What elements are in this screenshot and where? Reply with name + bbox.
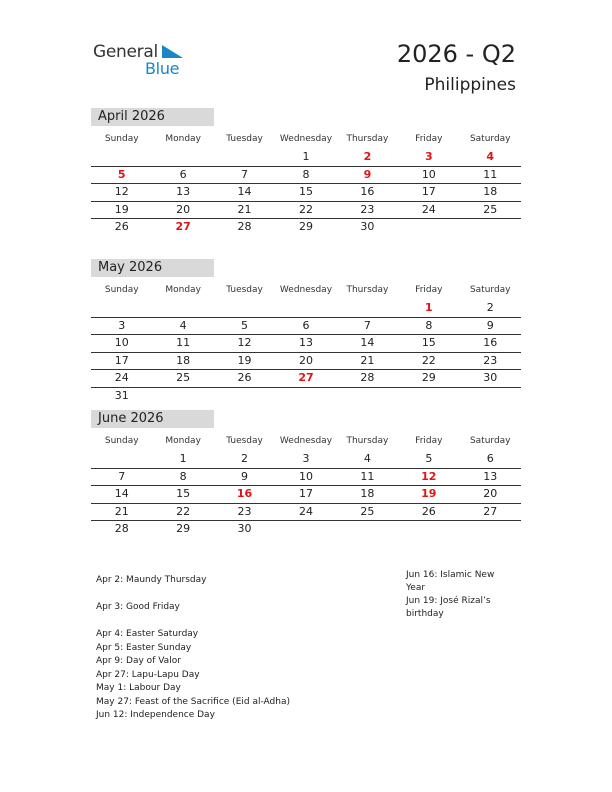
day-cell (337, 300, 398, 317)
day-cell: 26 (114, 220, 129, 233)
day-cell: 4 (363, 452, 371, 465)
day-cell: 4 (179, 318, 187, 332)
holiday-day-cell: 2 (363, 150, 372, 163)
day-cell (398, 521, 459, 538)
day-cell: 14 (114, 487, 129, 500)
day-cell: 11 (360, 469, 375, 483)
holiday-note: Apr 27: Lapu-Lapu Day (96, 669, 200, 680)
day-cell: 19 (237, 353, 252, 367)
day-cell: 25 (176, 371, 191, 384)
day-cell: 28 (114, 522, 129, 535)
day-cell: 25 (360, 504, 375, 518)
holiday-note (96, 588, 386, 602)
holiday-day-cell: 27 (175, 220, 191, 233)
holiday-note: Apr 9: Day of Valor (96, 656, 181, 666)
day-cell: 13 (176, 185, 191, 198)
weekday-header: Monday (165, 134, 201, 144)
weekday-header-row (91, 431, 521, 451)
week-row (91, 388, 521, 405)
weekday-header: Thursday (346, 134, 389, 144)
day-cell: 6 (302, 318, 310, 332)
holiday-list-left (96, 574, 386, 723)
day-cell: 28 (237, 220, 252, 233)
month-label: June 2026 (91, 410, 214, 428)
day-cell: 15 (421, 336, 436, 349)
weekday-header: Tuesday (226, 285, 263, 295)
weekday-header-row (91, 280, 521, 300)
day-cell: 24 (114, 371, 129, 384)
day-cell: 15 (298, 185, 313, 198)
day-cell: 8 (302, 167, 310, 181)
weekday-header: Monday (165, 436, 201, 446)
weekday-header-row (91, 129, 521, 149)
day-cell (398, 219, 459, 236)
day-cell: 19 (114, 202, 129, 216)
day-cell: 30 (360, 220, 375, 233)
day-cell: 26 (237, 371, 252, 384)
holiday-note: May 1: Labour Day (96, 683, 181, 693)
week-row (91, 318, 521, 336)
weekday-header: Wednesday (279, 134, 333, 144)
weekday-header: Monday (165, 285, 201, 295)
day-cell: 30 (483, 371, 498, 384)
day-cell: 22 (176, 504, 191, 518)
day-cell: 18 (483, 185, 498, 198)
week-row (91, 300, 521, 318)
week-row (91, 167, 521, 185)
day-cell: 11 (176, 336, 191, 349)
day-cell: 3 (302, 452, 310, 465)
day-cell: 3 (118, 318, 126, 332)
day-cell: 16 (483, 336, 498, 349)
weekday-header: Saturday (469, 134, 511, 144)
week-row (91, 504, 521, 522)
logo-triangle-icon (162, 45, 184, 59)
day-cell: 14 (360, 336, 375, 349)
day-cell: 8 (425, 318, 433, 332)
day-cell (214, 388, 275, 405)
day-cell (337, 521, 398, 538)
day-cell: 24 (298, 504, 313, 518)
day-cell (337, 388, 398, 405)
week-row (91, 335, 521, 353)
week-row (91, 370, 521, 388)
holiday-day-cell: 19 (421, 487, 437, 500)
day-cell: 10 (298, 469, 313, 483)
day-cell (91, 451, 152, 468)
holiday-day-cell: 5 (117, 167, 126, 181)
day-cell: 23 (360, 202, 375, 216)
day-cell (152, 388, 213, 405)
day-cell: 20 (176, 202, 191, 216)
day-cell: 30 (237, 522, 252, 535)
day-cell: 23 (483, 353, 498, 367)
day-cell: 12 (114, 185, 129, 198)
day-cell: 17 (114, 353, 129, 367)
holiday-list-right (406, 569, 516, 621)
day-cell: 28 (360, 371, 375, 384)
day-cell: 11 (483, 167, 498, 181)
general-blue-logo (93, 42, 193, 78)
day-cell: 10 (114, 336, 129, 349)
day-cell (460, 388, 521, 405)
day-cell (91, 149, 152, 166)
day-cell: 26 (421, 504, 436, 518)
week-row (91, 486, 521, 504)
day-cell: 22 (421, 353, 436, 367)
country-name: Philippines (424, 75, 516, 95)
day-cell: 6 (486, 452, 494, 465)
day-cell: 5 (241, 318, 249, 332)
holiday-note: May 27: Feast of the Sacrifice (Eid al-Adha) (96, 696, 290, 707)
day-cell (275, 521, 336, 538)
day-cell: 5 (425, 452, 433, 465)
month-may (91, 259, 521, 404)
day-cell: 27 (483, 504, 498, 518)
day-cell: 18 (176, 353, 191, 367)
weekday-header: Saturday (469, 285, 511, 295)
week-row (91, 149, 521, 167)
week-row (91, 451, 521, 469)
weekday-header: Friday (415, 134, 443, 144)
month-june (91, 410, 521, 538)
day-cell: 12 (237, 336, 252, 349)
day-cell: 21 (114, 504, 129, 518)
month-label: May 2026 (91, 259, 214, 277)
month-april (91, 108, 521, 236)
weekday-header: Friday (415, 436, 443, 446)
page-title: 2026 - Q2 (396, 40, 516, 68)
week-row (91, 521, 521, 538)
day-cell: 16 (360, 185, 375, 198)
day-cell: 6 (179, 167, 187, 181)
day-cell: 20 (483, 487, 498, 500)
holiday-day-cell: 1 (424, 301, 433, 314)
day-cell: 18 (360, 487, 375, 500)
holiday-day-cell: 16 (236, 487, 253, 500)
day-cell (275, 388, 336, 405)
day-cell: 7 (241, 167, 249, 181)
day-cell: 23 (237, 504, 252, 518)
day-cell: 15 (176, 487, 191, 500)
holiday-day-cell: 12 (421, 469, 437, 483)
day-cell (152, 149, 213, 166)
week-row (91, 469, 521, 487)
day-cell: 17 (298, 487, 313, 500)
holiday-note: Apr 5: Easter Sunday (96, 642, 192, 653)
month-label: April 2026 (91, 108, 214, 126)
day-cell (398, 388, 459, 405)
day-cell: 17 (421, 185, 436, 198)
holiday-day-cell: 27 (298, 371, 314, 384)
week-row (91, 184, 521, 202)
holiday-note: Apr 2: Maundy Thursday (96, 575, 207, 585)
day-cell: 29 (176, 522, 191, 535)
day-cell (152, 300, 213, 317)
day-cell: 9 (241, 469, 249, 483)
weekday-header: Sunday (104, 285, 139, 295)
holiday-note: Apr 3: Good Friday (96, 602, 180, 612)
weekday-header: Sunday (104, 436, 139, 446)
day-cell: 7 (118, 469, 126, 483)
week-row (91, 202, 521, 220)
day-cell: 8 (179, 469, 187, 483)
week-row (91, 353, 521, 371)
logo-text-general: General (93, 42, 158, 62)
day-cell (91, 300, 152, 317)
day-cell: 31 (114, 388, 129, 402)
holiday-note (96, 615, 386, 629)
weekday-header: Thursday (346, 436, 389, 446)
weekday-header: Sunday (104, 134, 139, 144)
day-cell: 29 (298, 220, 313, 233)
weekday-header: Tuesday (226, 436, 263, 446)
day-cell: 2 (486, 301, 494, 314)
day-cell: 7 (363, 318, 371, 332)
holiday-day-cell: 3 (424, 150, 433, 163)
weekday-header: Friday (415, 285, 443, 295)
holiday-day-cell: 9 (363, 167, 372, 181)
weekday-header: Wednesday (279, 436, 333, 446)
week-row (91, 219, 521, 236)
day-cell: 21 (360, 353, 375, 367)
day-cell: 10 (421, 167, 436, 181)
day-cell: 9 (486, 318, 494, 332)
weekday-header: Wednesday (279, 285, 333, 295)
holiday-note: Jun 16: Islamic New Year (406, 570, 495, 593)
logo-text-blue: Blue (145, 59, 180, 78)
day-cell: 13 (298, 336, 313, 349)
day-cell: 25 (483, 202, 498, 216)
weekday-header: Saturday (469, 436, 511, 446)
day-cell: 22 (298, 202, 313, 216)
day-cell: 1 (179, 452, 187, 465)
holiday-note: Apr 4: Easter Saturday (96, 629, 199, 639)
day-cell: 1 (302, 150, 310, 163)
day-cell (460, 219, 521, 236)
day-cell: 2 (241, 452, 249, 465)
day-cell (275, 300, 336, 317)
day-cell: 24 (421, 202, 436, 216)
day-cell (214, 300, 275, 317)
day-cell: 14 (237, 185, 252, 198)
day-cell (214, 149, 275, 166)
day-cell: 21 (237, 202, 252, 216)
holiday-day-cell: 4 (486, 150, 495, 163)
holiday-note: Jun 12: Independence Day (96, 710, 215, 720)
weekday-header: Tuesday (226, 134, 263, 144)
weekday-header: Thursday (346, 285, 389, 295)
day-cell (460, 521, 521, 538)
day-cell: 29 (421, 371, 436, 384)
holiday-note: Jun 19: José Rizal’s birthday (406, 596, 491, 619)
day-cell: 13 (483, 469, 498, 483)
day-cell: 20 (298, 353, 313, 367)
